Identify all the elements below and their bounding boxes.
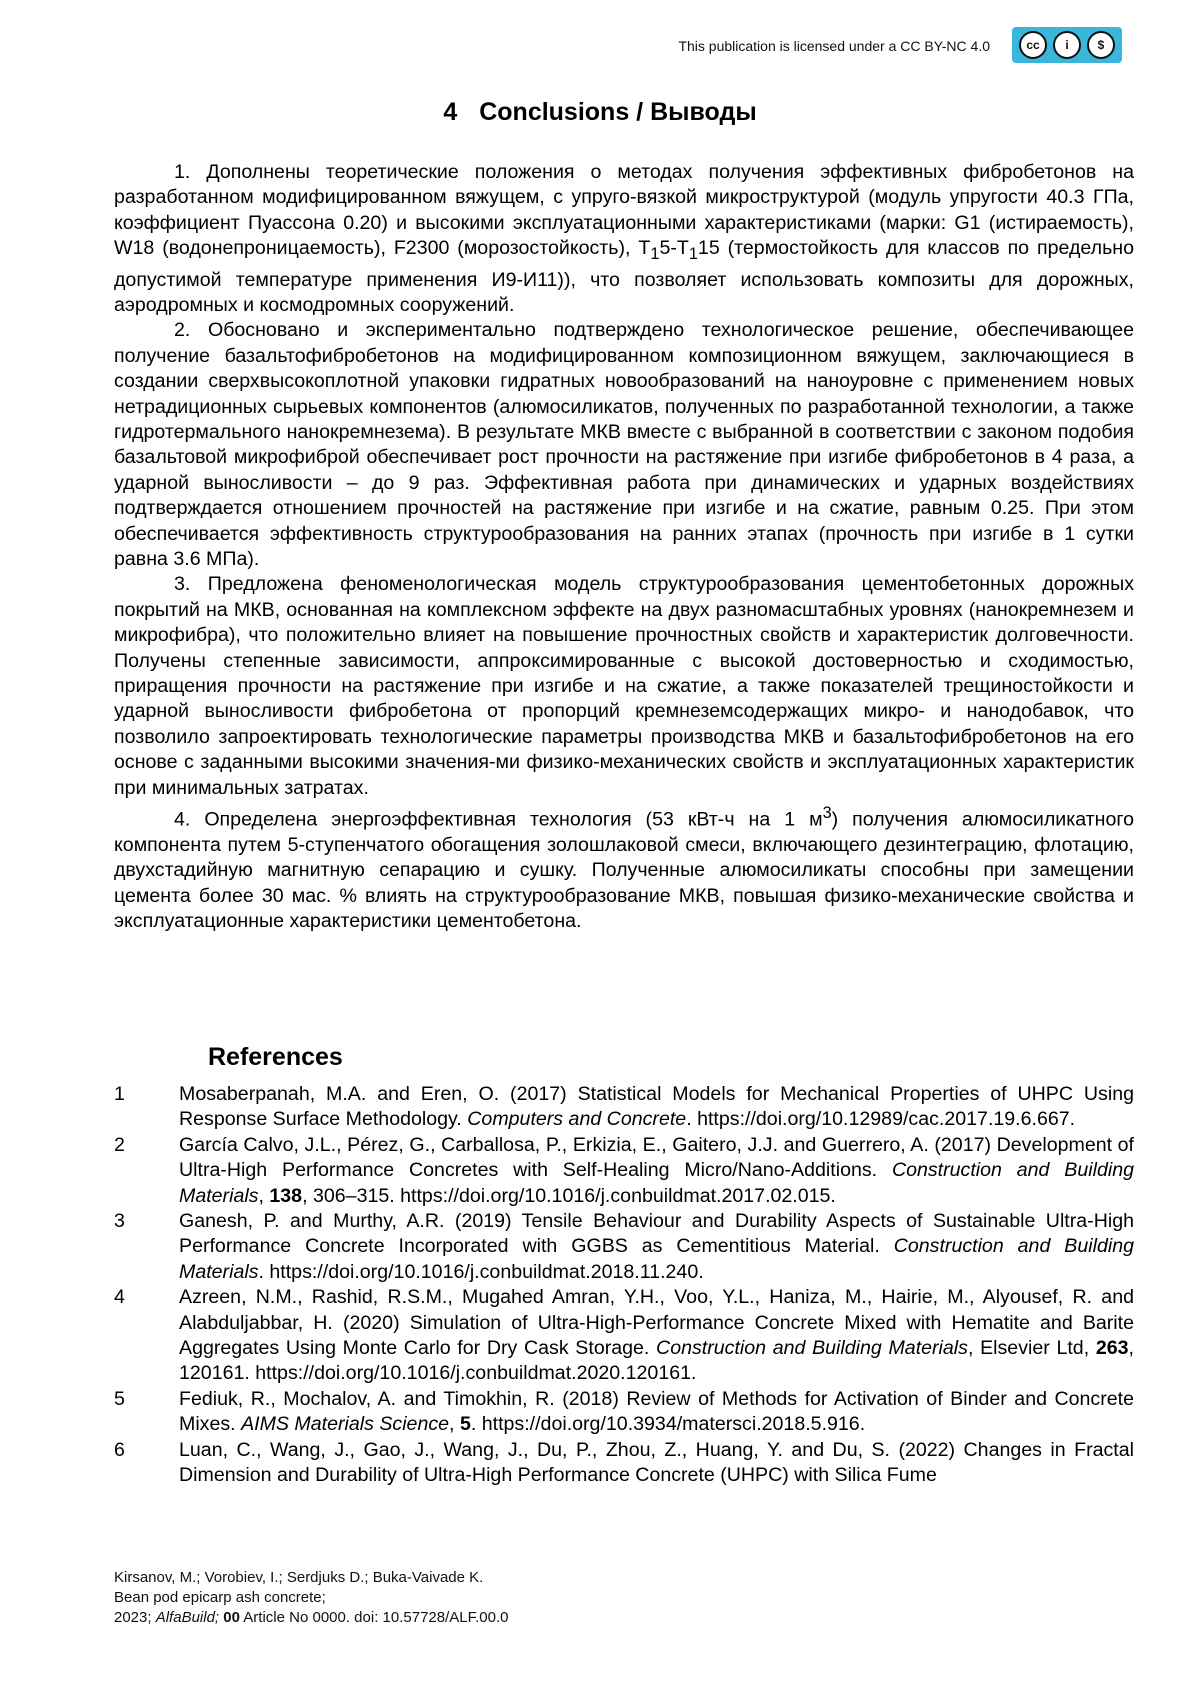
cc-by-nc-badge[interactable] bbox=[1012, 27, 1122, 63]
section-heading bbox=[0, 98, 1200, 127]
page-footer bbox=[114, 1568, 508, 1628]
reference-item bbox=[114, 1082, 1134, 1133]
conclusion-paragraph-2: 2. Обосновано и экспериментально подтверждено технологическое решение, обеспечивающее получение базальтофибробетонов на модифицированном композиционном вяжущем, заключающиеся в создании сверхвысокоплотной упаковки гидратных новообразований на наноуровне с применением новых нетрадиционных сырьевых компонентов (алюмосиликатов, полученных по разработанной технологии, а также гидротермального нанокремнезема). В результате МКВ вместе с выбранной в соответствии с законом подобия базальтовой микрофиброй обеспечивает рост прочности на растяжение при изгибе фибробетонов в 4 раза, а ударной выносливости – до 9 раз. Эффективная работа при динамических и ударных воздействиях подтверждается отношением прочностей на растяжение при изгибе и на сжатие, равным 0.25. При этом обеспечивается эффективность структурообразования на ранних этапах (прочность при изгибе в 1 сутки равна 3.6 МПа). bbox=[114, 319, 1134, 570]
reference-number: 1 bbox=[114, 1083, 125, 1105]
reference-text[interactable]: Ganesh, P. and Murthy, A.R. (2019) Tensile Behaviour and Durability Aspects of Sustainable Ultra-High Performance Concrete Incorporated with GGBS as Cementitious Material. Construction and Building Materials. https://doi.org/10.1016/j.conbuildmat.2018.11.240. bbox=[179, 1210, 1134, 1283]
reference-number: 4 bbox=[114, 1286, 125, 1309]
conclusions-body bbox=[114, 160, 1134, 935]
reference-number: 6 bbox=[114, 1438, 125, 1461]
license-text[interactable]: This publication is licensed under a CC BY-NC 4.0 bbox=[678, 38, 990, 54]
reference-text[interactable]: Mosaberpanah, M.A. and Eren, O. (2017) Statistical Models for Mechanical Properties of UHPC Using Response Surface Methodology. Computers and Concrete. https://doi.org/10.12989/cac.2017.19.6.667. bbox=[179, 1083, 1134, 1131]
section-title: Conclusions / Выводы bbox=[479, 98, 757, 126]
cc-icon: cc bbox=[1019, 31, 1047, 59]
conclusion-paragraph-1: 1. Дополнены теоретические положения о методах получения эффективных фибробетонов на разработанном модифицированном вяжущем, с упруго-вязкой микроструктурой (модуль упругости 40.3 ГПа, коэффициент Пуассона 0.20) и высокими эксплуатационными характеристиками (марки: G1 (истираемость), W18 (водонепроницаемость), F2300 (морозостойкость), $Т_15-Т_115$ (термостойкость для классов по предельно допустимой температуре применения И9-И11)), что позволяет использовать композиты для дорожных, аэродромных и космодромных сооружений. bbox=[114, 161, 1134, 316]
reference-number: 5 bbox=[114, 1387, 125, 1410]
reference-item bbox=[114, 1438, 1134, 1489]
conclusion-paragraph-3: 3. Предложена феноменологическая модель структурообразования цементобетонных дорожных покрытий на МКВ, основанная на комплексном эффекте на двух разномасштабных уровнях (нанокремнезем и микрофибра), что положительно влияет на повышение прочностных свойств и характеристик долговечности. Получены степенные зависимости, аппроксимированные с высокой достоверностью и сходимостью, приращения прочности на растяжение при изгибе и на сжатие, а также показателей трещиностойкости и ударной выносливости фибробетона от пропорций кремнеземсодержащих микро- и нанодобавок, что позволило запроектировать технологические параметры производства МКВ и базальтофибробетонов на его основе с заданными высокими значения-ми физико-механических свойств и эксплуатационных характеристик при минимальных затратах. bbox=[114, 573, 1134, 799]
reference-item bbox=[114, 1387, 1134, 1438]
references-list bbox=[114, 1082, 1134, 1489]
reference-text[interactable]: García Calvo, J.L., Pérez, G., Carballosa, P., Erkizia, E., Gaitero, J.J. and Guerrero, A. (2017) Development of Ultra-High Performance Concretes with Self-Healing Micro/Nano-Additions. Construction and Building Materials, 138, 306–315. https://doi.org/10.1016/j.conbuildmat.2017.02.015. bbox=[179, 1133, 1134, 1207]
reference-item bbox=[114, 1285, 1134, 1387]
reference-item bbox=[114, 1133, 1134, 1209]
conclusion-paragraph-4: 4. Определена энергоэффективная технология (53 кВт-ч на 1 $м^3$) получения алюмосиликатного компонента путем 5-ступенчатого обогащения золошлаковой смеси, включающего дезинтеграцию, флотацию, двухстадийную магнитную сепарацию и сушку. Полученные алюмосиликаты способны при замещении цемента более 30 мас. % влиять на структурообразование МКВ, повышая физико-механические свойства и эксплуатационные характеристики цементобетона. bbox=[114, 804, 1134, 933]
reference-text[interactable]: Azreen, N.M., Rashid, R.S.M., Mugahed Amran, Y.H., Voo, Y.L., Haniza, M., Hairie, M., Alyousef, R. and Alabduljabbar, H. (2020) Simulation of Ultra-High-Performance Concrete Mixed with Hematite and Barite Aggregates Using Monte Carlo for Dry Cask Storage. Construction and Building Materials, Elsevier Ltd, 263, 120161. https://doi.org/10.1016/j.conbuildmat.2020.120161. bbox=[179, 1286, 1134, 1385]
reference-text[interactable]: Luan, C., Wang, J., Gao, J., Wang, J., Du, P., Zhou, Z., Huang, Y. and Du, S. (2022) Changes in Fractal Dimension and Durability of Ultra-High Performance Concrete (UHPC) with Silica Fume bbox=[179, 1438, 1134, 1487]
footer-citation: 2023; AlfaBuild; 00 Article No 0000. doi: 10.57728/ALF.00.0 bbox=[114, 1609, 509, 1626]
footer-authors: Kirsanov, M.; Vorobiev, I.; Serdjuks D.; Buka-Vaivade K. bbox=[114, 1569, 484, 1586]
reference-number: 3 bbox=[114, 1210, 125, 1233]
attribution-icon: i bbox=[1053, 31, 1081, 59]
noncommercial-icon: $ bbox=[1087, 31, 1115, 59]
reference-number: 2 bbox=[114, 1133, 125, 1156]
reference-text[interactable]: Fediuk, R., Mochalov, A. and Timokhin, R. (2018) Review of Methods for Activation of Binder and Concrete Mixes. AIMS Materials Science, 5. https://doi.org/10.3934/matersci.2018.5.916. bbox=[179, 1387, 1134, 1436]
section-number: 4 bbox=[443, 98, 458, 126]
references-heading: References bbox=[208, 1043, 343, 1071]
footer-title: Bean pod epicarp ash concrete; bbox=[114, 1589, 326, 1606]
reference-item bbox=[114, 1209, 1134, 1285]
